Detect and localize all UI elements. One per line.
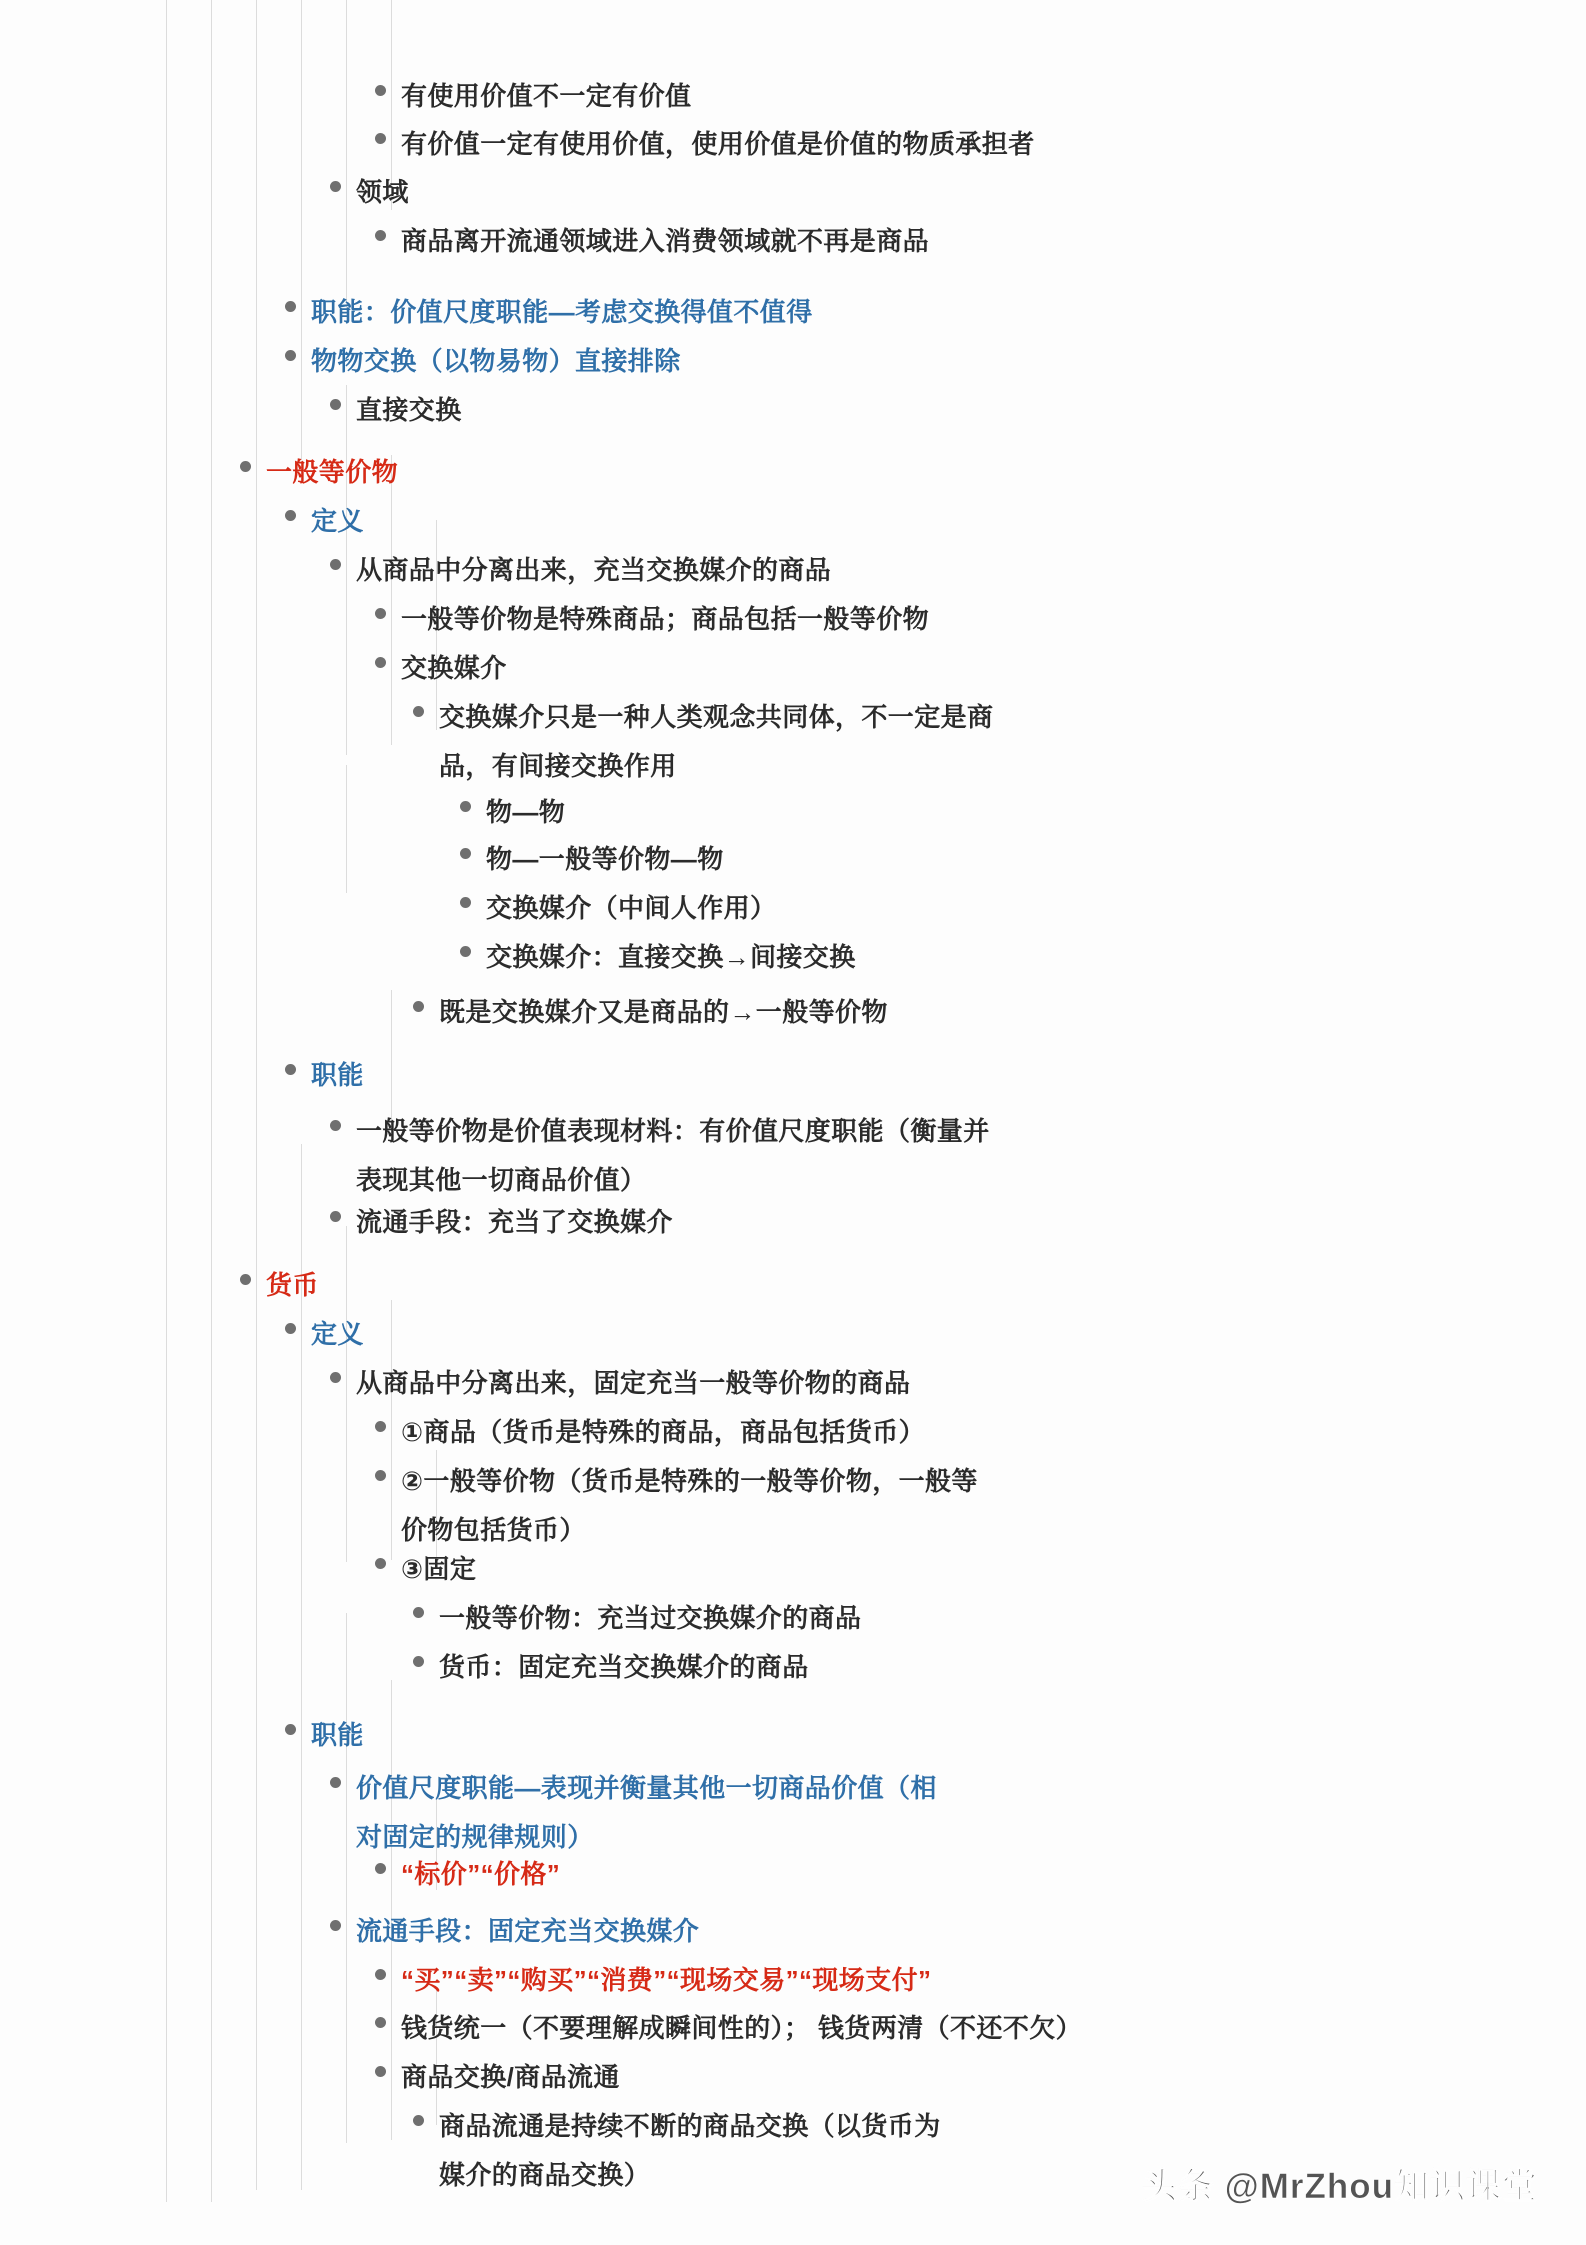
bullet-icon <box>330 1920 341 1931</box>
outline-item[interactable] <box>413 988 888 1037</box>
outline-item-label: 货币：固定充当交换媒介的商品 <box>439 1652 809 1682</box>
outline-item-label: 物物交换（以物易物）直接排除 <box>311 346 681 376</box>
bullet-icon <box>285 510 296 521</box>
outline-item-label: 交换媒介：直接交换→间接交换 <box>486 942 856 972</box>
indent-rail <box>301 0 302 460</box>
watermark: 头条 @MrZhou知识课堂 <box>1141 2167 1538 2206</box>
bullet-icon <box>460 897 471 908</box>
bullet-icon <box>413 706 424 717</box>
outline-item-label: ③固定 <box>401 1554 477 1584</box>
outline-item[interactable] <box>240 1261 319 1310</box>
outline-item[interactable] <box>330 168 409 217</box>
bullet-icon <box>330 559 341 570</box>
bullet-icon <box>375 85 386 96</box>
bullet-icon <box>460 848 471 859</box>
bullet-icon <box>330 399 341 410</box>
outline-item-label: 一般等价物 <box>266 457 399 487</box>
outline-item-label: 交换媒介（中间人作用） <box>486 893 777 923</box>
outline-item[interactable] <box>375 1457 981 1555</box>
outline-item-label: 商品交换/商品流通 <box>401 2062 620 2092</box>
outline-item-label: 一般等价物是价值表现材料：有价值尺度职能（衡量并表现其他一切商品价值） <box>356 1116 990 1195</box>
outline-item[interactable] <box>375 2053 620 2102</box>
outline-item-label: 价值尺度职能—表现并衡量其他一切商品价值（相对固定的规律规则） <box>356 1773 937 1852</box>
outline-item-label: 从商品中分离出来，固定充当一般等价物的商品 <box>356 1368 911 1398</box>
bullet-icon <box>413 1001 424 1012</box>
bullet-icon <box>375 2017 386 2028</box>
indent-rail <box>391 990 392 1120</box>
outline-item[interactable] <box>330 386 462 435</box>
bullet-icon <box>413 1607 424 1618</box>
indent-rail <box>346 1613 347 2143</box>
outline-item-label: 交换媒介 <box>401 653 507 683</box>
outline-item[interactable] <box>330 1764 946 1862</box>
outline-item[interactable] <box>460 884 776 933</box>
outline-item[interactable] <box>285 337 681 386</box>
bullet-icon <box>285 301 296 312</box>
outline-item[interactable] <box>375 1850 560 1899</box>
bullet-icon <box>285 1724 296 1735</box>
outline-item[interactable] <box>240 448 398 497</box>
outline-item-label: 既是交换媒介又是商品的→一般等价物 <box>439 997 888 1027</box>
bullet-icon <box>375 608 386 619</box>
outline-item[interactable] <box>330 1198 673 1247</box>
outline-item-label: ①商品（货币是特殊的商品，商品包括货币） <box>401 1417 926 1447</box>
outline-item-label: 从商品中分离出来，充当交换媒介的商品 <box>356 555 832 585</box>
outline-item[interactable] <box>330 546 831 595</box>
indent-rail <box>256 0 257 2190</box>
bullet-icon <box>330 1120 341 1131</box>
bullet-icon <box>375 1969 386 1980</box>
bullet-icon <box>460 946 471 957</box>
bullet-icon <box>240 461 251 472</box>
outline-item-label: 有价值一定有使用价值，使用价值是价值的物质承担者 <box>401 129 1035 159</box>
bullet-icon <box>375 1558 386 1569</box>
outline-item[interactable] <box>330 1359 910 1408</box>
outline-item[interactable] <box>375 595 929 644</box>
outline-item-label: 一般等价物是特殊商品；商品包括一般等价物 <box>401 604 930 634</box>
outline-item[interactable] <box>285 1310 364 1359</box>
outline-item-label: 一般等价物：充当过交换媒介的商品 <box>439 1603 862 1633</box>
bullet-icon <box>413 1656 424 1667</box>
indent-rail <box>346 765 347 893</box>
outline-item-label: “买”“卖”“购买”“消费”“现场交易”“现场支付” <box>401 1965 932 1995</box>
outline-item[interactable] <box>330 1907 699 1956</box>
bullet-icon <box>375 2066 386 2077</box>
outline-item[interactable] <box>375 72 691 121</box>
outline-item[interactable] <box>330 1107 996 1205</box>
outline-item[interactable] <box>285 1711 364 1760</box>
outline-item[interactable] <box>460 933 856 982</box>
outline-item[interactable] <box>375 1408 925 1457</box>
bullet-icon <box>330 1777 341 1788</box>
outline-item-label: 物—一般等价物—物 <box>486 844 724 874</box>
outline-item-label: 领域 <box>356 177 409 207</box>
bullet-icon <box>375 230 386 241</box>
bullet-icon <box>285 1064 296 1075</box>
outline-item-label: ②一般等价物（货币是特殊的一般等价物，一般等价物包括货币） <box>401 1466 978 1545</box>
bullet-icon <box>285 1323 296 1334</box>
outline-item[interactable] <box>413 1643 809 1692</box>
bullet-icon <box>375 657 386 668</box>
bullet-icon <box>330 181 341 192</box>
outline-item-label: 流通手段：固定充当交换媒介 <box>356 1916 700 1946</box>
outline-item-label: 定义 <box>311 506 364 536</box>
outline-item[interactable] <box>375 2004 1082 2053</box>
indent-rail <box>211 0 212 2202</box>
bullet-icon <box>240 1274 251 1285</box>
bullet-icon <box>413 2115 424 2126</box>
bullet-icon <box>375 133 386 144</box>
outline-item-label: 钱货统一（不要理解成瞬间性的）； 钱货两清（不还不欠） <box>401 2013 1083 2043</box>
bullet-icon <box>330 1211 341 1222</box>
outline-item[interactable] <box>285 497 364 546</box>
outline-item-label: 有使用价值不一定有价值 <box>401 81 692 111</box>
outline-item[interactable] <box>375 1545 476 1594</box>
outline-item[interactable] <box>460 788 565 837</box>
outline-item-label: 交换媒介只是一种人类观念共同体，不一定是商品，有间接交换作用 <box>439 702 994 781</box>
outline-item-label: 流通手段：充当了交换媒介 <box>356 1207 673 1237</box>
bullet-icon <box>375 1863 386 1874</box>
outline-item[interactable] <box>375 1956 931 2005</box>
outline-item-label: “标价”“价格” <box>401 1859 561 1889</box>
indent-rail <box>346 0 347 310</box>
outline-item[interactable] <box>285 1051 364 1100</box>
outline-item-label: 职能 <box>311 1060 364 1090</box>
outline-item[interactable] <box>460 835 724 884</box>
outline-item-label: 直接交换 <box>356 395 462 425</box>
outline-item[interactable] <box>413 2102 959 2200</box>
outline-item[interactable] <box>375 644 507 693</box>
outline-item-label: 商品流通是持续不断的商品交换（以货币为媒介的商品交换） <box>439 2111 941 2190</box>
indent-rail <box>166 0 167 2202</box>
bullet-icon <box>330 1372 341 1383</box>
outline-item[interactable] <box>375 120 1035 169</box>
bullet-icon <box>375 1421 386 1432</box>
outline-item-label: 定义 <box>311 1319 364 1349</box>
bullet-icon <box>460 801 471 812</box>
outline-item-label: 职能 <box>311 1720 364 1750</box>
outline-item-label: 物—物 <box>486 797 566 827</box>
bullet-icon <box>285 350 296 361</box>
outline-item[interactable] <box>285 288 813 337</box>
bullet-icon <box>375 1470 386 1481</box>
outline-item-label: 职能：价值尺度职能—考虑交换得值不值得 <box>311 297 813 327</box>
outline-item[interactable] <box>375 217 929 266</box>
outline-item-label: 商品离开流通领域进入消费领域就不再是商品 <box>401 226 930 256</box>
outline-item[interactable] <box>413 693 999 791</box>
outline-item-label: 货币 <box>266 1270 319 1300</box>
outline-item[interactable] <box>413 1594 861 1643</box>
